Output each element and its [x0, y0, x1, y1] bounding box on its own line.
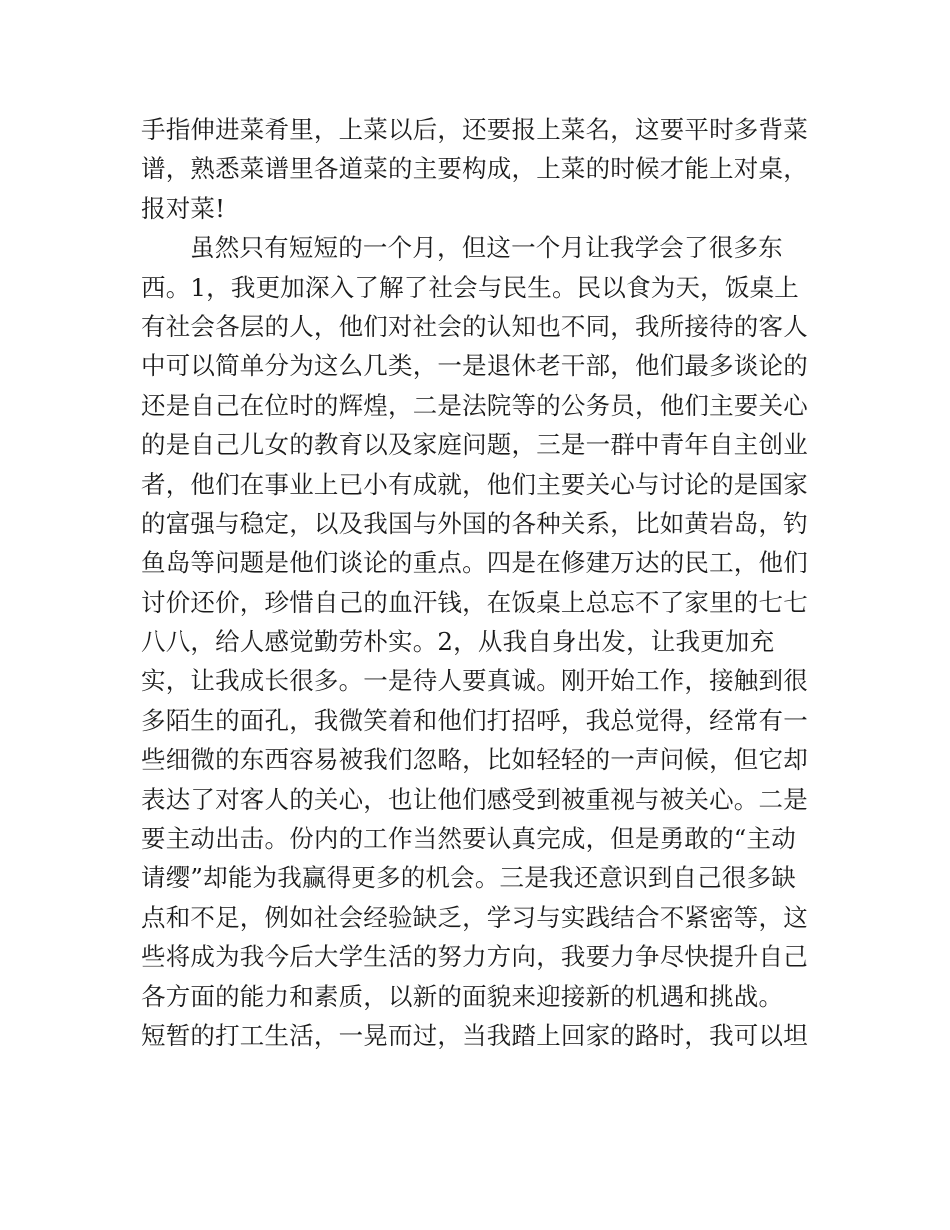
text-line: 报对菜!: [141, 193, 226, 223]
text-line: 表达了对客人的关心，也让他们感受到被重视与被关心。二是: [141, 784, 808, 814]
text-line: 鱼岛等问题是他们谈论的重点。四是在修建万达的民工，他们: [141, 548, 808, 578]
text-line: 的是自己儿女的教育以及家庭问题，三是一群中青年自主创业: [141, 430, 808, 460]
text-line: 要主动出击。份内的工作当然要认真完成，但是勇敢的“主动: [141, 824, 796, 854]
text-line: 手指伸进菜肴里，上菜以后，还要报上菜名，这要平时多背菜: [141, 115, 808, 144]
text-line: 西。1，我更加深入了解了社会与民生。民以食为天，饭桌上: [141, 272, 799, 302]
text-line: 多陌生的面孔，我微笑着和他们打招呼，我总觉得，经常有一: [141, 705, 808, 735]
text-line: 有社会各层的人，他们对社会的认知也不同，我所接待的客人: [141, 311, 808, 341]
paragraph-first-line: 虽然只有短短的一个月，但这一个月让我学会了很多东: [190, 233, 783, 263]
body-text: [141, 110, 821, 1055]
text-line: 请缨”却能为我赢得更多的机会。三是我还意识到自己很多缺: [141, 863, 796, 893]
text-line: 实，让我成长很多。一是待人要真诚。刚开始工作，接触到很: [141, 666, 808, 696]
text-line: 各方面的能力和素质，以新的面貌来迎接新的机遇和挑战。: [141, 981, 784, 1011]
text-line: 点和不足，例如社会经验缺乏，学习与实践结合不紧密等，这: [141, 902, 808, 932]
text-line: 谱，熟悉菜谱里各道菜的主要构成，上菜的时候才能上对桌，: [141, 154, 808, 184]
text-line: 的富强与稳定，以及我国与外国的各种关系，比如黄岩岛，钓: [141, 508, 808, 538]
text-line: 些将成为我今后大学生活的努力方向，我要力争尽快提升自己: [141, 942, 808, 972]
text-line: 者，他们在事业上已小有成就，他们主要关心与讨论的是国家: [141, 469, 808, 499]
text-line: 还是自己在位时的辉煌，二是法院等的公务员，他们主要关心: [141, 390, 808, 420]
text-line: 八八，给人感觉勤劳朴实。2，从我自身出发，让我更加充: [141, 627, 775, 657]
text-line: 些细微的东西容易被我们忽略，比如轻轻的一声问候，但它却: [141, 745, 808, 775]
text-line: 讨价还价，珍惜自己的血汗钱，在饭桌上总忘不了家里的七七: [141, 587, 808, 617]
text-line: 中可以简单分为这么几类，一是退休老干部，他们最多谈论的: [141, 351, 808, 381]
text-line: 短暂的打工生活，一晃而过，当我踏上回家的路时，我可以坦: [141, 1020, 808, 1050]
